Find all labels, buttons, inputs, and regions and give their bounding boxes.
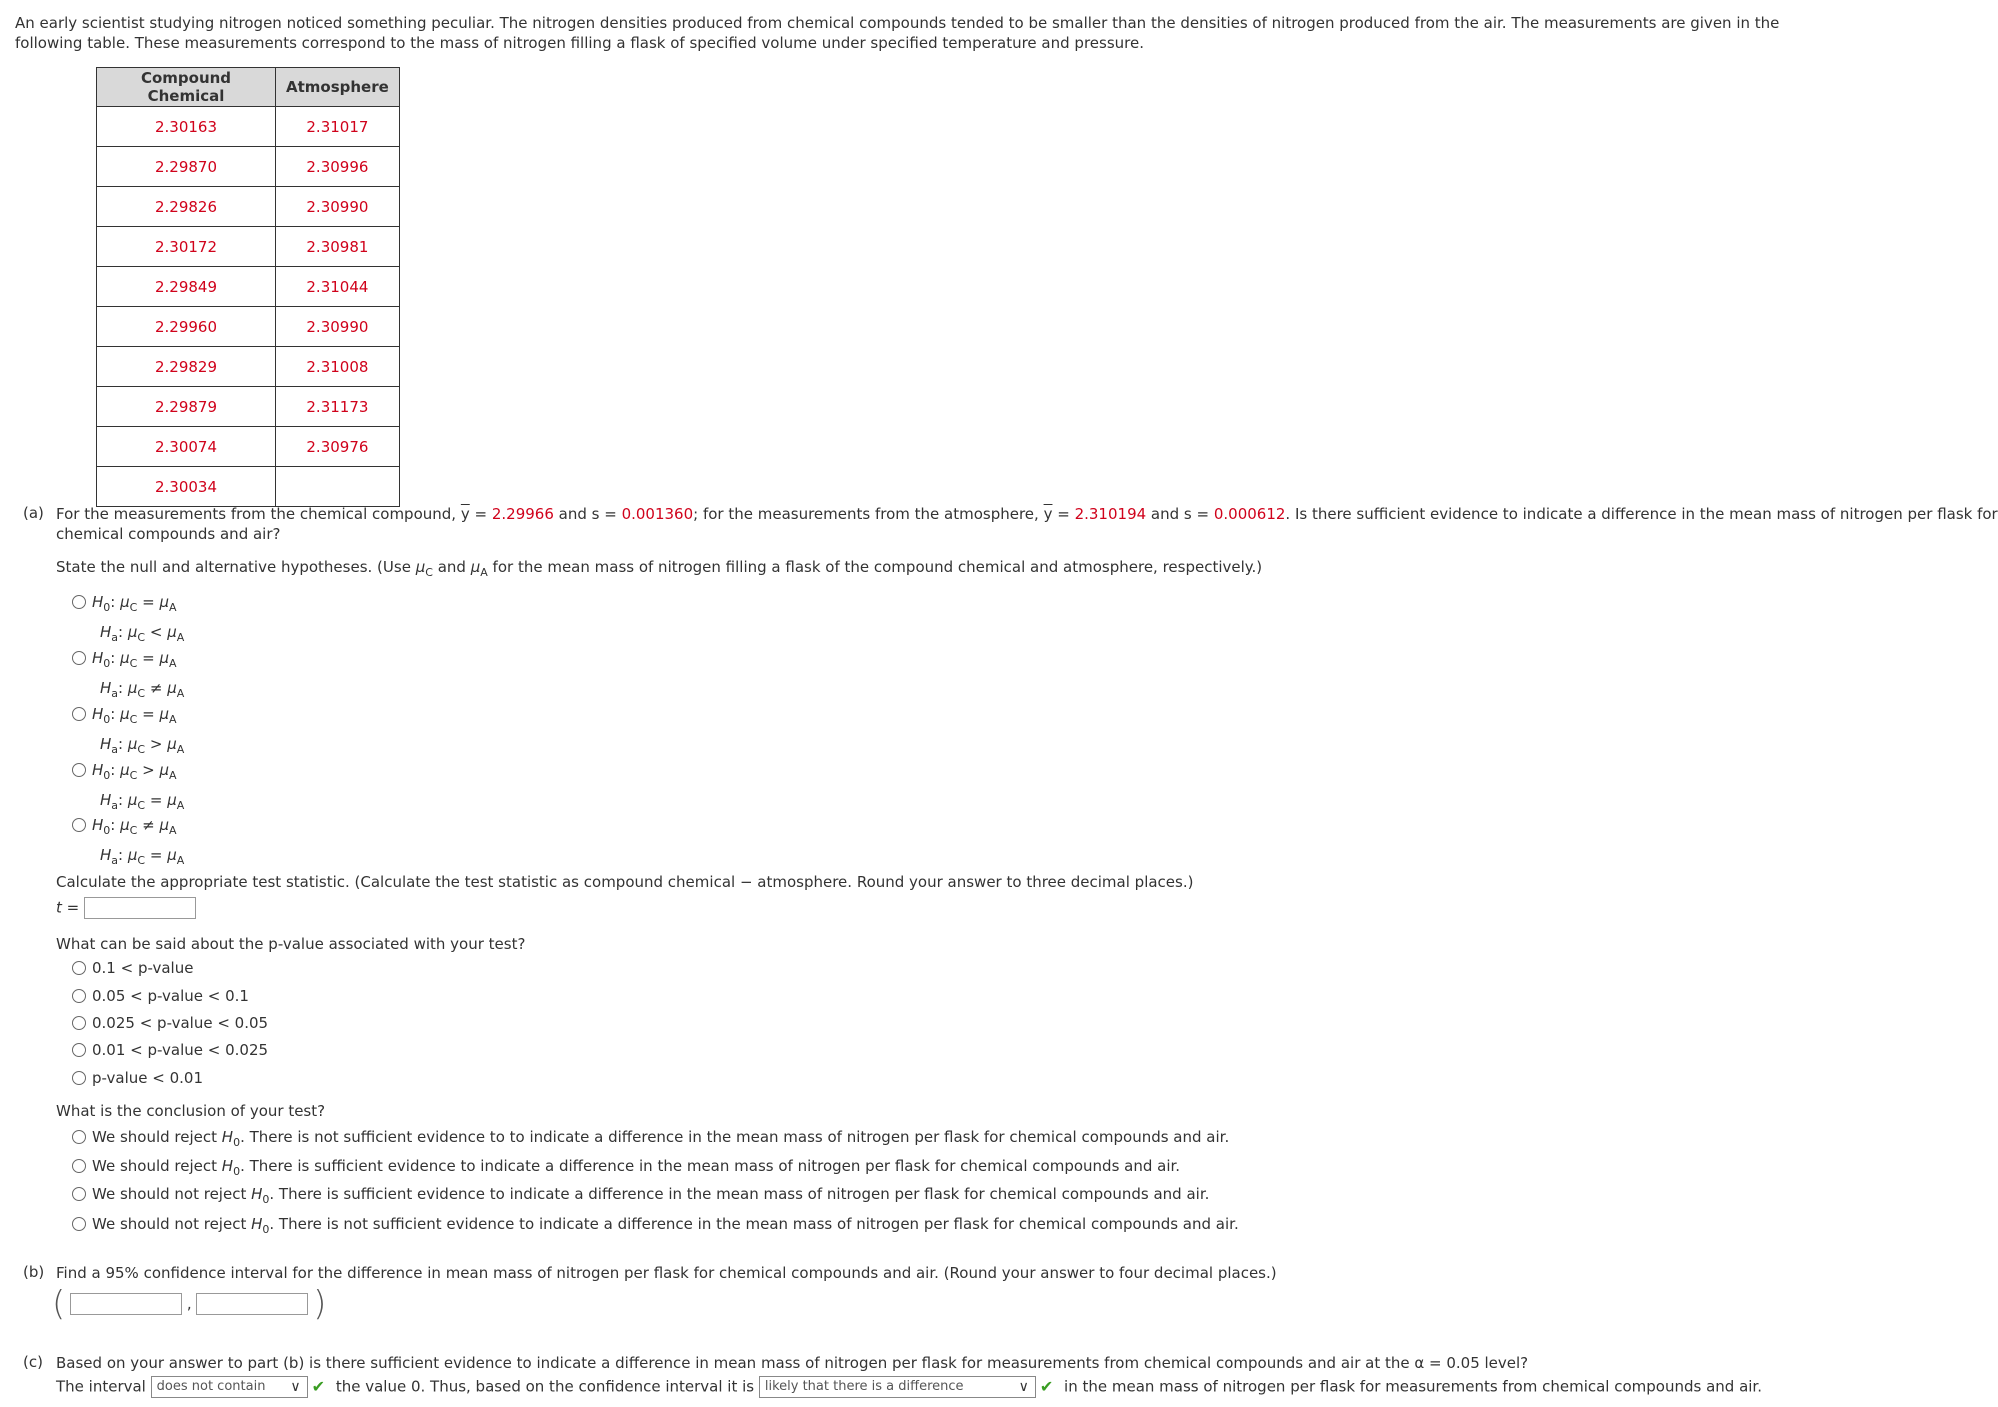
cell-atmosphere: 2.31044 [276, 267, 400, 307]
cell-atmosphere: 2.31173 [276, 387, 400, 427]
part-b-question: Find a 95% confidence interval for the difference in mean mass of nitrogen per flask for chemical compounds and air. (Round your answer to four decimal places.) [56, 1264, 1277, 1282]
radio-button[interactable] [72, 1187, 86, 1201]
s-compound: 0.001360 [621, 505, 694, 523]
check-icon: ✔ [1039, 1377, 1054, 1396]
ha-line: $H_a$: $\mu_C \ne \mu_A$ [100, 679, 185, 700]
table-row [97, 187, 400, 227]
cell-atmosphere: 2.30990 [276, 187, 400, 227]
hypothesis-option[interactable] [72, 590, 184, 650]
test-stat-prompt: Calculate the appropriate test statistic. (Calculate the test statistic as compound chemical − atmosphere. Round your answer to three decimal places.) [56, 873, 1194, 891]
s-atmosphere: 0.000612 [1213, 505, 1286, 523]
ci-lower-input[interactable] [70, 1293, 182, 1315]
pvalue-option[interactable]: p-value < 0.01 [72, 1069, 203, 1087]
cell-atmosphere [276, 467, 400, 507]
hypothesis-option[interactable] [72, 646, 184, 706]
hypothesis-option[interactable] [72, 702, 184, 762]
h0-line: $H_0$: $\mu_C = \mu_A$ [72, 646, 184, 676]
ci-comma: , [186, 1294, 192, 1313]
part-c-answer-row: The interval does not contain ∨ ✔ the value 0. Thus, based on the confidence interval it is likely that there is a difference ∨ ✔ in the mean mass of nitrogen per flask for measurements from chemical compounds and air. [56, 1377, 1762, 1396]
ha-line: $H_a$: $\mu_C < \mu_A$ [100, 623, 185, 644]
radio-button[interactable] [72, 595, 86, 609]
pvalue-option[interactable]: 0.05 < p-value < 0.1 [72, 987, 249, 1005]
radio-button[interactable] [72, 1071, 86, 1085]
conclusion-option[interactable]: We should not reject $H_0$. There is not sufficient evidence to indicate a difference in the mean mass of nitrogen per flask for chemical compounds and air. [72, 1215, 1239, 1236]
conclusion-option[interactable]: We should reject $H_0$. There is not sufficient evidence to to indicate a difference in the mean mass of nitrogen per flask for chemical compounds and air. [72, 1128, 1229, 1149]
part-b-label: (b) [23, 1263, 45, 1281]
conclusion-option[interactable]: We should not reject $H_0$. There is sufficient evidence to indicate a difference in the mean mass of nitrogen per flask for chemical compounds and air. [72, 1185, 1209, 1206]
h0-line: $H_0$: $\mu_C > \mu_A$ [72, 758, 184, 788]
cell-atmosphere: 2.30976 [276, 427, 400, 467]
h0-line: $H_0$: $\mu_C \ne \mu_A$ [72, 813, 184, 843]
cell-compound: 2.29879 [97, 387, 276, 427]
difference-likelihood-select[interactable]: likely that there is a difference ∨ [759, 1376, 1036, 1398]
table-row [97, 427, 400, 467]
h0-line: $H_0$: $\mu_C = \mu_A$ [72, 590, 184, 620]
t-stat-input[interactable] [84, 897, 196, 919]
chevron-down-icon: ∨ [1018, 1379, 1029, 1395]
table-row [97, 467, 400, 507]
cell-compound: 2.29829 [97, 347, 276, 387]
hypothesis-option[interactable] [72, 813, 184, 873]
conclusion-prompt: What is the conclusion of your test? [56, 1102, 326, 1120]
ybar-compound: 2.29966 [491, 505, 554, 523]
cell-compound: 2.30163 [97, 107, 276, 147]
ybar-atmosphere: 2.310194 [1074, 505, 1147, 523]
radio-button[interactable] [72, 818, 86, 832]
pvalue-option[interactable]: 0.1 < p-value [72, 959, 193, 977]
close-paren: ) [313, 1284, 327, 1324]
ci-upper-input[interactable] [196, 1293, 308, 1315]
chevron-down-icon: ∨ [290, 1379, 301, 1395]
cell-compound: 2.29870 [97, 147, 276, 187]
interval-contains-select[interactable]: does not contain ∨ [151, 1376, 308, 1398]
radio-button[interactable] [72, 1043, 86, 1057]
pvalue-option[interactable]: 0.025 < p-value < 0.05 [72, 1014, 268, 1032]
part-a-question: For the measurements from the chemical compound, $\overline{y} = 2.29966$ and s = 0.001360; for the measurements from the atmosphere, $\overline{y} = 2.310194$ and s = 0.000612. Is there sufficient evidence to indicate a difference in the mean mass of nitrogen per flask for [56, 505, 1998, 523]
table-row [97, 307, 400, 347]
h0-line: $H_0$: $\mu_C = \mu_A$ [72, 702, 184, 732]
cell-compound: 2.30074 [97, 427, 276, 467]
table-row [97, 267, 400, 307]
cell-compound: 2.29849 [97, 267, 276, 307]
radio-button[interactable] [72, 1130, 86, 1144]
part-c-label: (c) [23, 1353, 43, 1371]
radio-button[interactable] [72, 707, 86, 721]
cell-compound: 2.29960 [97, 307, 276, 347]
part-a-question-cont: chemical compounds and air? [56, 525, 281, 543]
cell-atmosphere: 2.31017 [276, 107, 400, 147]
col-header-compound: Compound Chemical [97, 68, 276, 107]
conclusion-option[interactable]: We should reject $H_0$. There is sufficient evidence to indicate a difference in the mean mass of nitrogen per flask for chemical compounds and air. [72, 1157, 1180, 1178]
table-row [97, 387, 400, 427]
ha-line: $H_a$: $\mu_C = \mu_A$ [100, 791, 185, 812]
t-stat-row [56, 897, 196, 919]
table-row [97, 107, 400, 147]
radio-button[interactable] [72, 1016, 86, 1030]
cell-atmosphere: 2.30996 [276, 147, 400, 187]
part-c-question: Based on your answer to part (b) is there sufficient evidence to indicate a difference in mean mass of nitrogen per flask for measurements from chemical compounds and air at the α = 0.05 level? [56, 1354, 1529, 1372]
cell-compound: 2.29826 [97, 187, 276, 227]
pvalue-prompt: What can be said about the p-value associated with your test? [56, 935, 526, 953]
t-label: t = [56, 898, 80, 917]
col-header-atmosphere: Atmosphere [276, 68, 400, 107]
radio-button[interactable] [72, 989, 86, 1003]
data-table [96, 67, 400, 507]
table-row [97, 227, 400, 267]
cell-atmosphere: 2.30981 [276, 227, 400, 267]
cell-atmosphere: 2.31008 [276, 347, 400, 387]
ha-line: $H_a$: $\mu_C > \mu_A$ [100, 735, 185, 756]
pvalue-option[interactable]: 0.01 < p-value < 0.025 [72, 1041, 268, 1059]
open-paren: ( [52, 1284, 66, 1324]
cell-compound: 2.30034 [97, 467, 276, 507]
part-a-label: (a) [23, 504, 44, 522]
radio-button[interactable] [72, 961, 86, 975]
cell-compound: 2.30172 [97, 227, 276, 267]
intro-text: An early scientist studying nitrogen noticed something peculiar. The nitrogen densities produced from chemical compounds tended to be smaller than the densities of nitrogen produced from the air. The measurements are given in the following table. These measurements correspond to the mass of nitrogen filling a flask of specified volume under specified temperature and pressure. [15, 14, 1780, 52]
radio-button[interactable] [72, 1217, 86, 1231]
hypothesis-prompt: State the null and alternative hypotheses. (Use $\mu_C$ and $\mu_A$ for the mean mass of nitrogen filling a flask of the compound chemical and atmosphere, respectively.) [56, 558, 1263, 579]
table-row [97, 147, 400, 187]
table-row [97, 347, 400, 387]
radio-button[interactable] [72, 763, 86, 777]
ha-line: $H_a$: $\mu_C = \mu_A$ [100, 846, 185, 867]
cell-atmosphere: 2.30990 [276, 307, 400, 347]
radio-button[interactable] [72, 651, 86, 665]
check-icon: ✔ [311, 1377, 326, 1396]
radio-button[interactable] [72, 1159, 86, 1173]
hypothesis-option[interactable] [72, 758, 184, 818]
ci-row [52, 1284, 326, 1324]
